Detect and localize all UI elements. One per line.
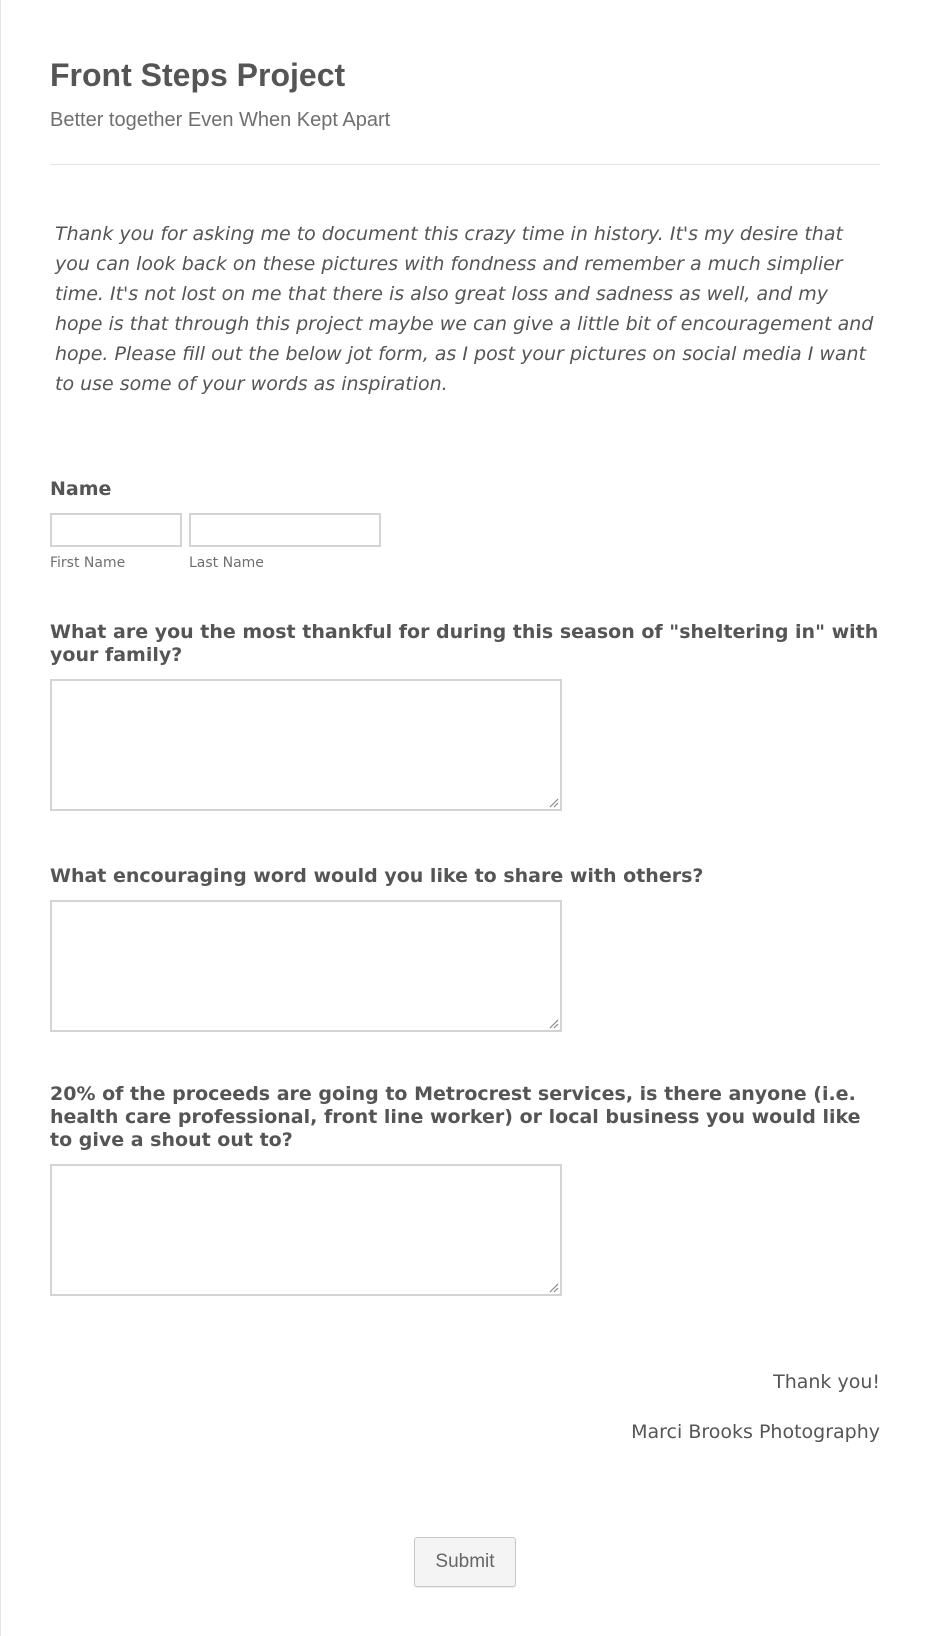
last-name-sublabel: Last Name <box>189 555 264 571</box>
signoff-thanks: Thank you! <box>773 1371 880 1393</box>
first-name-sublabel: First Name <box>50 555 126 571</box>
question-thankful-wrap <box>50 679 562 811</box>
name-label: Name <box>50 478 112 500</box>
signoff-name: Marci Brooks Photography <box>631 1421 880 1443</box>
form-subtitle: Better together Even When Kept Apart <box>50 109 391 131</box>
header-divider <box>50 164 880 165</box>
signoff-block <box>50 1370 880 1444</box>
question-shoutout-label: 20% of the proceeds are going to Metrocrest services, is there anyone (i.e. health care professional, front line worker) or local business you would like to give a shout out to? <box>50 1083 861 1151</box>
question-encouraging-label: What encouraging word would you like to share with others? <box>50 865 704 887</box>
question-encouraging <box>50 865 880 1032</box>
page-left-border <box>0 0 1 1636</box>
last-name-input[interactable] <box>189 513 381 547</box>
submit-row <box>50 1537 880 1587</box>
question-shoutout <box>50 1083 880 1296</box>
question-encouraging-wrap <box>50 900 562 1032</box>
form-title: Front Steps Project <box>50 57 346 93</box>
question-shoutout-wrap <box>50 1164 562 1296</box>
first-name-input[interactable] <box>50 513 182 547</box>
question-thankful <box>50 621 880 811</box>
last-name-group <box>189 513 381 572</box>
form-container <box>50 0 880 1572</box>
question-encouraging-textarea[interactable] <box>50 900 562 1032</box>
name-inputs-row <box>50 513 381 572</box>
form-header <box>50 0 880 165</box>
submit-button[interactable]: Submit <box>414 1537 516 1587</box>
first-name-group <box>50 513 182 572</box>
intro-text: Thank you for asking me to document this crazy time in history. It's my desire that you can look back on these pictures with fondness and remember a much simplier time. It's not lost on me that there is also great loss and sadness as well, and my hope is that through this project maybe we can give a little bit of encouragement and hope. Please fill out the below jot form, as I post your pictures on social media I want to use some of your words as inspiration. <box>55 223 874 395</box>
question-thankful-label: What are you the most thankful for during this season of "sheltering in" with your family? <box>50 621 879 666</box>
name-field <box>50 478 381 572</box>
question-shoutout-textarea[interactable] <box>50 1164 562 1296</box>
question-thankful-textarea[interactable] <box>50 679 562 811</box>
